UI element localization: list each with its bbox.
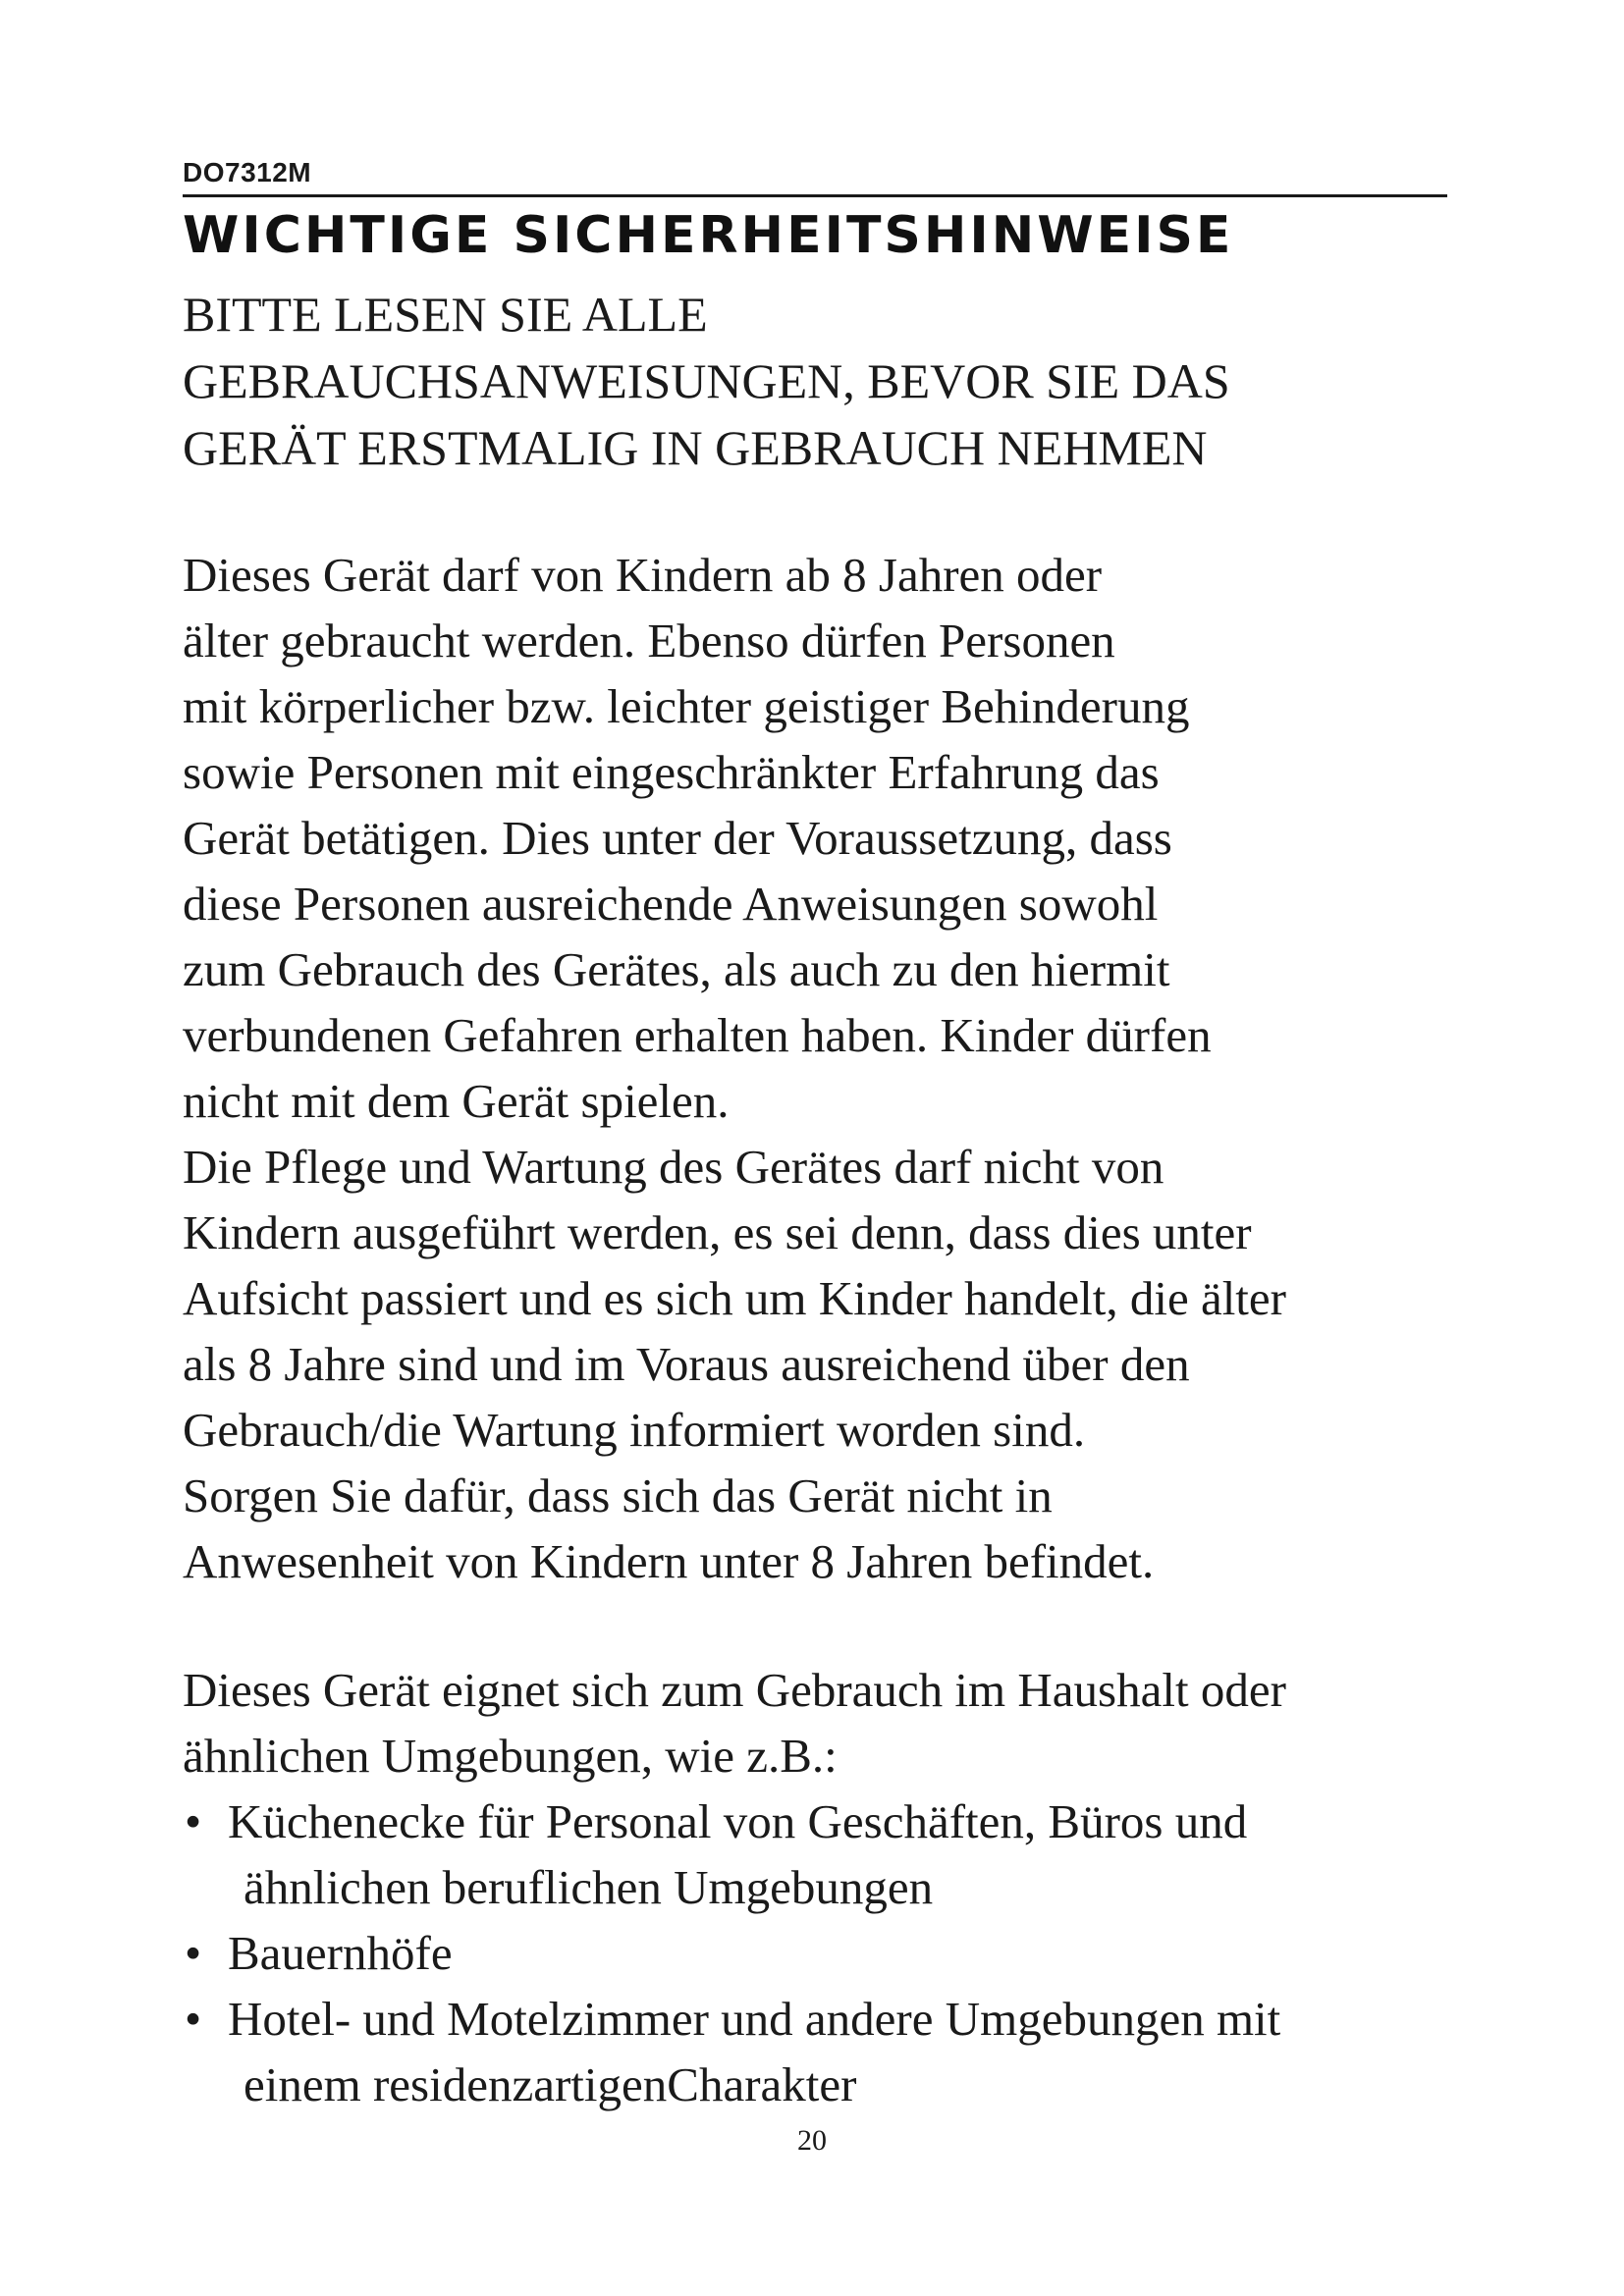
subtitle-line: GEBRAUCHSANWEISUNGEN, BEVOR SIE DAS (183, 353, 1230, 408)
bullet-icon: • (185, 1926, 202, 1980)
list-item (183, 1789, 1459, 1920)
paragraph-line: sowie Personen mit eingeschränkter Erfahrung das (183, 745, 1160, 799)
paragraph-line: älter gebraucht werden. Ebenso dürfen Personen (183, 614, 1115, 667)
list-item-text: Bauernhöfe (228, 1926, 453, 1980)
paragraph-line: Gebrauch/die Wartung informiert worden sind. (183, 1403, 1086, 1457)
page-title: WICHTIGE SICHERHEITSHINWEISE (183, 206, 1234, 265)
paragraph-line: ähnlichen Umgebungen, wie z.B.: (183, 1729, 838, 1783)
list-item (183, 1920, 1459, 1986)
paragraph-line: Dieses Gerät darf von Kindern ab 8 Jahren oder (183, 548, 1103, 602)
model-number: DO7312M (183, 157, 312, 187)
subtitle-line: GERÄT ERSTMALIG IN GEBRAUCH NEHMEN (183, 420, 1208, 475)
paragraph-line: diese Personen ausreichende Anweisungen sowohl (183, 877, 1159, 931)
list-item (183, 1986, 1459, 2117)
paragraph-line: Anwesenheit von Kindern unter 8 Jahren befindet. (183, 1534, 1155, 1588)
list-item-text: Küchenecke für Personal von Geschäften, Büros und (228, 1794, 1248, 1848)
header-divider (183, 194, 1447, 197)
paragraph-line: zum Gebrauch des Gerätes, als auch zu den hiermit (183, 942, 1170, 996)
paragraph-line: Dieses Gerät eignet sich zum Gebrauch im Haushalt oder (183, 1663, 1286, 1717)
paragraph-line: mit körperlicher bzw. leichter geistiger Behinderung (183, 679, 1190, 733)
list-item-text: einem residenzartigenCharakter (244, 2057, 857, 2111)
usage-paragraph (183, 1657, 1459, 1789)
usage-bullet-list (183, 1789, 1459, 2117)
paragraph-line: Die Pflege und Wartung des Gerätes darf nicht von (183, 1140, 1164, 1194)
paragraph-line: Sorgen Sie dafür, dass sich das Gerät nicht in (183, 1468, 1053, 1522)
list-item-text: Hotel- und Motelzimmer und andere Umgebungen mit (228, 1992, 1281, 2046)
paragraph-line: Aufsicht passiert und es sich um Kinder handelt, die älter (183, 1271, 1286, 1325)
paragraph-line: verbundenen Gefahren erhalten haben. Kinder dürfen (183, 1008, 1212, 1062)
paragraph-line: nicht mit dem Gerät spielen. (183, 1074, 730, 1128)
safety-paragraph (183, 542, 1459, 1594)
paragraph-line: Gerät betätigen. Dies unter der Voraussetzung, dass (183, 811, 1172, 865)
paragraph-line: als 8 Jahre sind und im Voraus ausreichend über den (183, 1337, 1190, 1391)
page-number: 20 (797, 2124, 827, 2157)
bullet-icon: • (185, 1992, 202, 2046)
list-item-text: ähnlichen beruflichen Umgebungen (244, 1860, 934, 1914)
paragraph-line: Kindern ausgeführt werden, es sei denn, dass dies unter (183, 1205, 1252, 1259)
subtitle-line: BITTE LESEN SIE ALLE (183, 287, 708, 342)
subtitle (183, 281, 1449, 481)
bullet-icon: • (185, 1794, 202, 1848)
